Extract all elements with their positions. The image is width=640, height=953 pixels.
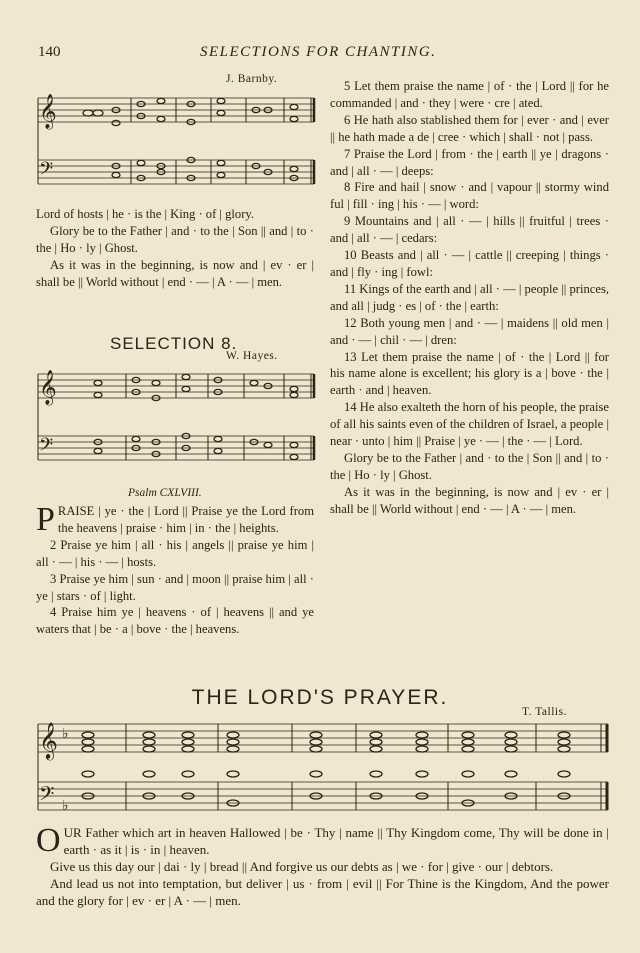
treble-clef-icon: 𝄞: [39, 371, 57, 404]
verse: 6 He hath also stablished them for | ever · and | ever || he hath made a de | cree · which | shall · not | pass.: [330, 112, 609, 144]
bass-staff: [38, 782, 608, 810]
notes: [82, 732, 570, 806]
selection-heading: SELECTION 8.: [110, 334, 238, 353]
chant1-paragraph: Lord of hosts | he · is the | King · of | glory.: [36, 207, 255, 221]
lords-prayer-music-score: [36, 718, 610, 818]
lords-prayer-first-paragraph: [36, 824, 609, 858]
prayer-paragraph: And lead us not into temptation, but deliver | us · from | evil || For Thine is the Kingdom, And the power and the glory for | ev · er | A · — | men.: [36, 876, 609, 908]
selection8-music-score: [36, 366, 316, 478]
bass-clef-icon: 𝄢: [39, 434, 54, 459]
running-title: SELECTIONS FOR CHANTING.: [200, 44, 437, 60]
verse: 12 Both young men | and · — | maidens || old men | and · — | chil · — | dren:: [330, 315, 609, 347]
barlines: [38, 374, 314, 460]
chant1-paragraph: Glory be to the Father | and · to the | Son || and | to · the | Ho · ly | Ghost.: [36, 223, 314, 255]
psalm-reference: Psalm CXLVIII.: [128, 487, 202, 499]
verse: 5 Let them praise the name | of · the | Lord || for he commanded | and · they | were · cre | ated.: [330, 79, 609, 110]
selection8-first-verse: [36, 503, 314, 537]
notes: [83, 98, 298, 180]
bass-clef-icon: 𝄢: [39, 784, 55, 810]
lords-prayer-heading: THE LORD'S PRAYER.: [191, 686, 449, 709]
prayer-text: UR Father which art in heaven Hallowed | be · Thy | name || Thy Kingdom come, Thy will be done in | earth · as it | is · in | heaven.: [63, 825, 609, 857]
page-number: 140: [38, 44, 61, 60]
verse: 4 Praise him ye | heavens · of | heavens || and ye waters that | be · a | bove · the | heavens.: [36, 605, 314, 637]
chant1-composer: J. Barnby.: [226, 73, 278, 85]
treble-clef-icon: 𝄞: [39, 95, 57, 128]
drop-cap: P: [36, 501, 55, 538]
treble-staff: [38, 724, 608, 752]
flat-icon: ♭: [62, 799, 69, 814]
chant1-music-score: [36, 90, 316, 202]
verse: 14 He also exalteth the horn of his people, the praise of all his saints even of the children of Israel, a people | near · unto | him || Praise | ye · — | the · — | Lord.: [330, 400, 609, 449]
verse: 11 Kings of the earth and | all · — | people || princes, and all | judg · es | of · the | earth:: [330, 281, 609, 313]
verse: As it was in the beginning, is now and | ev · er | shall be || World without | end · — | A · — | men.: [330, 484, 609, 516]
barlines: [38, 724, 607, 810]
notes: [94, 374, 298, 459]
selection8-left-text: [36, 503, 314, 638]
drop-cap: O: [36, 822, 61, 859]
lords-prayer-text: [36, 824, 609, 909]
lords-prayer-composer: T. Tallis.: [522, 706, 567, 718]
prayer-paragraph: Give us this day our | dai · ly | bread || And forgive us our debts as | we · for | give · our | debtors.: [50, 859, 554, 874]
treble-clef-icon: 𝄞: [39, 722, 58, 758]
verse: 7 Praise the Lord | from · the | earth || ye | dragons · and | all · — | deeps:: [330, 146, 609, 178]
bass-clef-icon: 𝄢: [39, 158, 54, 183]
chant1-paragraph: As it was in the beginning, is now and | ev · er | shall be || World without | end · — | A · — | men.: [36, 257, 314, 289]
selection8-composer: W. Hayes.: [226, 350, 278, 362]
verse-text: RAISE | ye · the | Lord || Praise ye the Lord from the heavens | praise · him | in · the | heights.: [57, 504, 314, 535]
verse: 8 Fire and hail | snow · and | vapour || stormy wind ful | fill · ing | his · — | word:: [330, 180, 609, 212]
verse: 2 Praise ye him | all · his | angels || praise ye him | all · — | his · — | hosts.: [36, 537, 314, 569]
flat-icon: ♭: [62, 727, 69, 742]
verse: 3 Praise ye him | sun · and | moon || praise him | all · ye | stars · of | light.: [36, 571, 314, 603]
selection8-right-text: [330, 78, 609, 518]
verse: 10 Beasts and | all · — | cattle || creeping | things · and | fly · ing | fowl:: [330, 248, 609, 279]
verse: 13 Let them praise the name | of · the | Lord || for his name alone is excellent; his glory is a | bove · the | earth · and | heaven.: [330, 349, 609, 398]
verse: Glory be to the Father | and · to the | Son || and | to · the | Ho · ly | Ghost.: [330, 450, 609, 482]
chant1-text: [36, 206, 314, 291]
verse: 9 Mountains and | all · — | hills || fruitful | trees · and | all · — | cedars:: [330, 214, 609, 246]
barlines: [38, 98, 314, 184]
